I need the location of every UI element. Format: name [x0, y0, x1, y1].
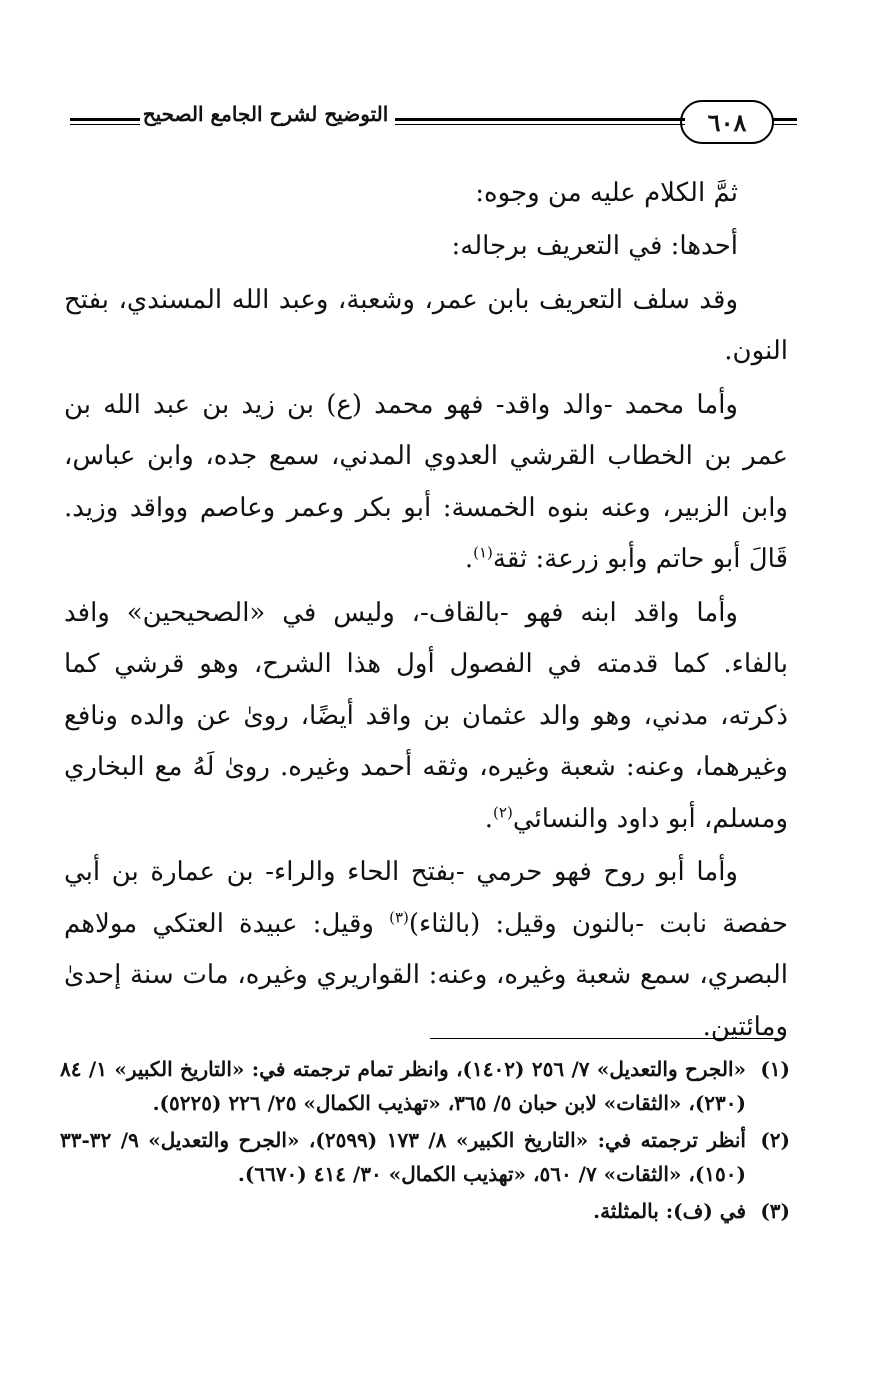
footnote-item: [60, 1194, 790, 1228]
paragraph-heading: أحدها: في التعريف برجاله:: [451, 231, 738, 262]
paragraph-waqid-text: وأما واقد ابنه فهو -بالقاف-، وليس في «الصحيحين» وافد بالفاء. كما قدمته في الفصول أول هذا الشرح، وهو قرشي كما ذكرته، مدني، وهو والد عثمان بن واقد أيضًا، روىٰ عن والده ونافع وغيرهما، وعنه: شعبة وغيره، وثقه أحمد وغيره. روىٰ لَهُ مع البخاري ومسلم، أبو داود والنسائي: [64, 597, 788, 834]
paragraph-abu-rawh-text-b: وقيل: عبيدة العتكي مولاهم البصري، سمع شعبة وغيره، وعنه: القواريري وغيره، مات سنة إحدىٰ ومائتين.: [64, 908, 788, 1042]
main-text: [64, 168, 788, 1055]
header-rule-left: [70, 118, 140, 125]
footnote-number: (٢): [760, 1127, 790, 1152]
running-title: التوضيح لشرح الجامع الصحيح: [142, 102, 389, 126]
footnote-item: [60, 1123, 790, 1192]
footnote-ref-2: (٢): [493, 802, 513, 821]
page-number: ٦٠٨: [680, 100, 774, 144]
footnote-text: في (ف): بالمثلثة.: [593, 1198, 746, 1223]
footnote-text: «الجرح والتعديل» ٧/ ٢٥٦ (١٤٠٢)، وانظر تمام ترجمته في: «التاريخ الكبير» ١/ ٨٤ (٢٣٠)، «الثقات» لابن حبان ٥/ ٣٦٥، «تهذيب الكمال» ٢٥/ ٢٢٦ (٥٢٢٥).: [60, 1057, 746, 1116]
paragraph-narrators: وقد سلف التعريف بابن عمر، وشعبة، وعبد الله المسندي، بفتح النون.: [64, 284, 788, 367]
footnote-number: (١): [760, 1057, 790, 1081]
footnote-text: أنظر ترجمته في: «التاريخ الكبير» ٨/ ١٧٣ (٢٥٩٩)، «الجرح والتعديل» ٩/ ٣٢-٣٣ (١٥٠)، «الثقات» ٧/ ٥٦٠، «تهذيب الكمال» ٣٠/ ٤١٤ (٦٦٧٠).: [60, 1127, 746, 1187]
paragraph-muhammad: [64, 380, 788, 586]
page-header: [60, 100, 795, 150]
paragraph-muhammad-text: وأما محمد -والد واقد- فهو محمد (ع) بن زيد بن عبد الله بن عمر بن الخطاب القرشي العدوي المدني، سمع جده، وابن عباس، وابن الزبير، وعنه بنوه الخمسة: أبو بكر وعمر وعاصم وواقد وزيد. قَالَ أبو حاتم وأبو زرعة: ثقة: [64, 389, 788, 575]
footnote-item: [60, 1052, 790, 1121]
footnotes: [60, 1052, 790, 1230]
paragraph-waqid-end: .: [484, 803, 494, 834]
header-rule-right: [773, 118, 797, 125]
header-rule-middle: [395, 118, 685, 125]
paragraph-abu-rawh: [64, 847, 788, 1053]
paragraph-abu-rawh-text-a: وأما أبو روح فهو حرمي -بفتح الحاء والراء- بن عمارة بن أبي حفصة نابت -بالنون وقيل: (بالثاء): [64, 857, 788, 939]
paragraph-intro: ثمَّ الكلام عليه من وجوه:: [475, 178, 738, 208]
paragraph-muhammad-end: .: [464, 544, 474, 575]
footnote-ref-1: (١): [473, 543, 493, 562]
footnote-number: (٣): [760, 1198, 790, 1223]
footnote-ref-3: (٣): [389, 907, 409, 926]
paragraph-waqid: [64, 588, 788, 845]
footnote-separator: [430, 1038, 778, 1039]
